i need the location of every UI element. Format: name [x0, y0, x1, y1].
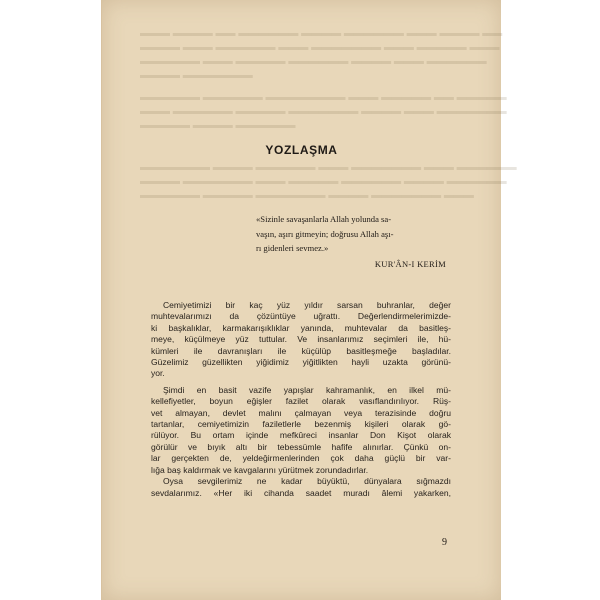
epigraph-line: «Sizinle savaşanlarla Allah yolunda sa- — [256, 214, 392, 224]
bleed-through-text: ▬▬▬▬ ▬▬▬▬▬▬▬ — [140, 70, 253, 81]
text-line: görülür ve bıyık altı bir tebessümle hafife alınırlar. Çünkü on- — [151, 441, 451, 452]
bleed-through-text: ▬▬▬ ▬▬▬▬ ▬▬ ▬▬▬▬▬▬ ▬▬▬▬ ▬▬▬▬▬▬ ▬▬▬ ▬▬▬▬ ▬▬ — [140, 28, 503, 39]
text-line: Şimdi en basit vazife yapışlar kahramanlık, en ilkel mü- — [163, 384, 451, 395]
text-line: lar gerçekten de, yeldeğirmenlerinden çok daha güçlü bir var- — [151, 453, 451, 464]
bleed-through-text: ▬▬▬▬▬ ▬▬▬▬ ▬▬▬▬▬▬ — [140, 120, 296, 131]
text-line: sevdalarımız. «Her iki cihanda saadet muradı âlemi yakarken, — [151, 487, 451, 498]
text-line: tartanlar, cemiyetimizin faziletlerle bezenmiş kişileri olarak gö- — [151, 419, 451, 430]
bleed-through-text: ▬▬▬▬▬▬ ▬▬▬▬▬▬ ▬▬▬▬▬▬▬▬ ▬▬▬ ▬▬▬▬▬ ▬▬ ▬▬▬▬▬ — [140, 92, 507, 103]
text-line: kellefiyetler, boyun eğişler fazilet olarak vasıflandırılıyor. Rüş- — [151, 396, 451, 407]
text-line: kümleri ile davranışları ile küçülüp basitleşmeğe başladılar. — [151, 345, 451, 356]
text-line: Güzelimiz güzellikten yiğidimiz yiğitlikten hayli uzakta görünü- — [151, 357, 451, 368]
epigraph-source: KUR'ÂN-I KERİM — [374, 259, 446, 269]
chapter-title: YOZLAŞMA — [265, 143, 338, 157]
body-text — [151, 300, 451, 499]
text-line: vet almayan, devlet malını çalmayan veya terazisinde doğru — [151, 407, 451, 418]
text-line: lığa baş kaldırmak ve kavgalarını yürütmek zorundadırlar. — [151, 464, 369, 475]
text-line: Cemiyetimizi bir kaç yüz yıldır sarsan buhranlar, değer — [163, 300, 451, 310]
book-page — [101, 0, 517, 600]
bleed-through-text: ▬▬▬▬ ▬▬▬ ▬▬▬▬▬▬ ▬▬▬ ▬▬▬▬▬▬▬ ▬▬▬ ▬▬▬▬▬ ▬▬▬ — [140, 42, 500, 53]
bleed-through-text: ▬▬▬ ▬▬▬▬▬▬ ▬▬▬▬▬ ▬▬▬▬▬▬▬ ▬▬▬▬ ▬▬▬ ▬▬▬▬▬▬▬ — [140, 106, 507, 117]
text-line: Oysa sevgilerimiz ne kadar büyüktü, dünyalara sığmazdı — [163, 476, 451, 487]
bleed-through-text: ▬▬▬▬▬▬ ▬▬▬ ▬▬▬▬▬ ▬▬▬▬▬▬ ▬▬▬▬ ▬▬▬ ▬▬▬▬▬▬ — [140, 56, 487, 67]
epigraph-line: vaşın, aşırı gitmeyin; doğrusu Allah aşı- — [256, 228, 394, 239]
text-line: muhtevalarımızı da çözüntüye uğrattı. Değerlendirmelerimizde- — [151, 311, 451, 322]
bleed-through-text: ▬▬▬▬▬▬ ▬▬▬▬▬ ▬▬▬▬▬▬▬ ▬▬▬▬ ▬▬▬▬▬▬▬ ▬▬▬ — [140, 190, 474, 201]
epigraph — [256, 212, 446, 256]
text-line: meye, küçülmeye yüz tuttular. Ve insanlarımız seçimleri ile, hü- — [151, 334, 451, 345]
page-number: 9 — [442, 537, 447, 548]
text-line: yor. — [151, 368, 165, 379]
epigraph-line: rı gidenleri sevmez.» — [256, 243, 329, 253]
bleed-through-text: ▬▬▬▬ ▬▬▬▬▬▬▬ ▬▬▬ ▬▬▬▬▬ ▬▬▬▬▬▬ ▬▬▬▬ ▬▬▬▬▬▬ — [140, 176, 507, 187]
text-line: rülüyor. Bu ortam içinde mefkûreci insanlar Don Kişot olarak — [151, 430, 451, 441]
text-line: ki başkalıklar, karmakarışıklıklar yanında, muhtevalar da basitleş- — [151, 322, 451, 333]
bleed-through-text: ▬▬▬▬▬▬▬ ▬▬▬▬ ▬▬▬▬▬▬ ▬▬▬ ▬▬▬▬▬▬▬ ▬▬▬ ▬▬▬▬▬▬ — [140, 162, 517, 173]
